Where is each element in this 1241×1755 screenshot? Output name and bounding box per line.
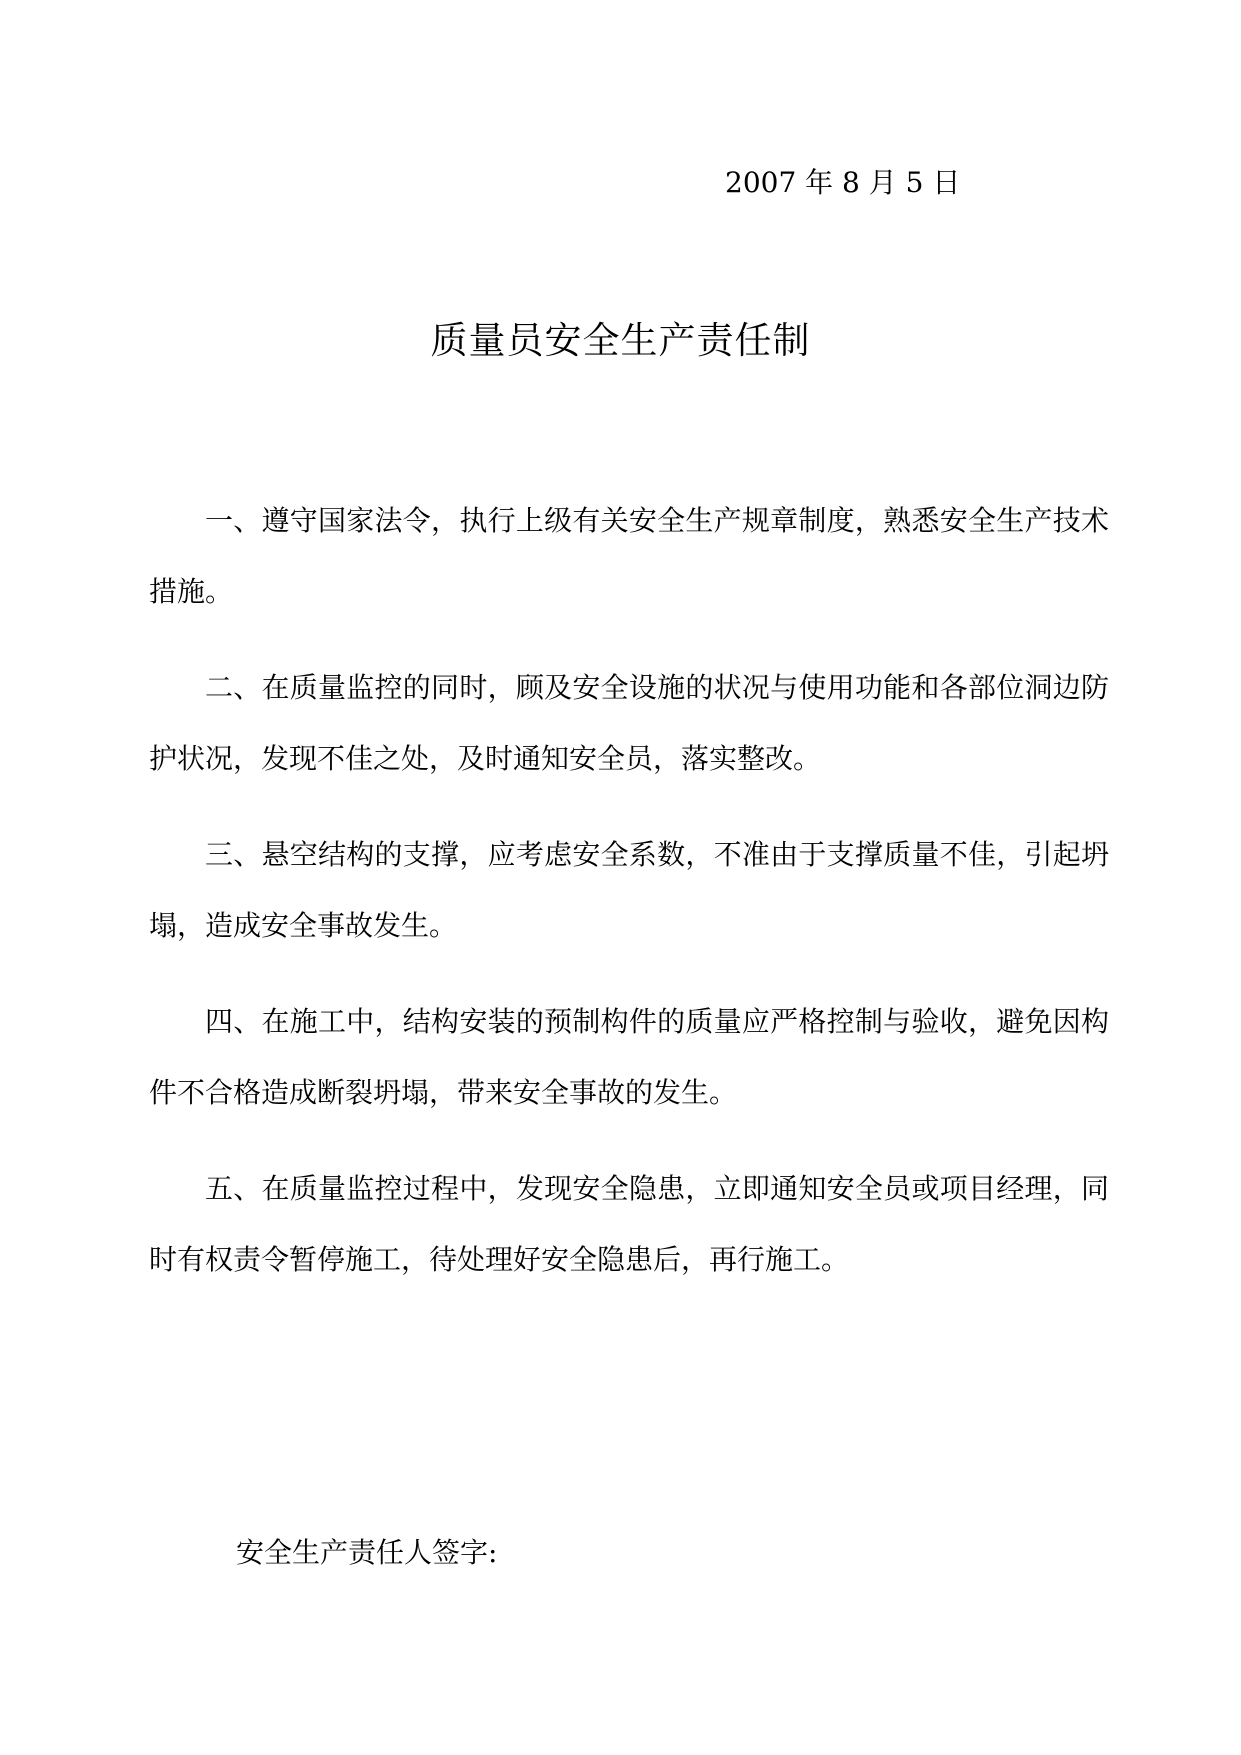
document-body (149, 485, 1109, 1320)
document-title: 质量员安全生产责任制 (430, 319, 811, 362)
signature-label: 安全生产责任人签字: (236, 1536, 498, 1569)
paragraph-4: 四、在施工中，结构安装的预制构件的质量应严格控制与验收，避免因构件不合格造成断裂坍塌，带来安全事故的发生。 (149, 1005, 1109, 1109)
paragraph-5: 五、在质量监控过程中，发现安全隐患，立即通知安全员或项目经理，同时有权责令暂停施工，待处理好安全隐患后，再行施工。 (149, 1172, 1109, 1276)
paragraph-3: 三、悬空结构的支撑，应考虑安全系数，不准由于支撑质量不佳，引起坍塌，造成安全事故发生。 (149, 838, 1109, 942)
document-date: 2007 年 8 月 5 日 (725, 166, 961, 199)
paragraph-1: 一、遵守国家法令，执行上级有关安全生产规章制度，熟悉安全生产技术措施。 (149, 504, 1109, 608)
paragraph-2: 二、在质量监控的同时，顾及安全设施的状况与使用功能和各部位洞边防护状况，发现不佳之处，及时通知安全员，落实整改。 (149, 671, 1109, 775)
